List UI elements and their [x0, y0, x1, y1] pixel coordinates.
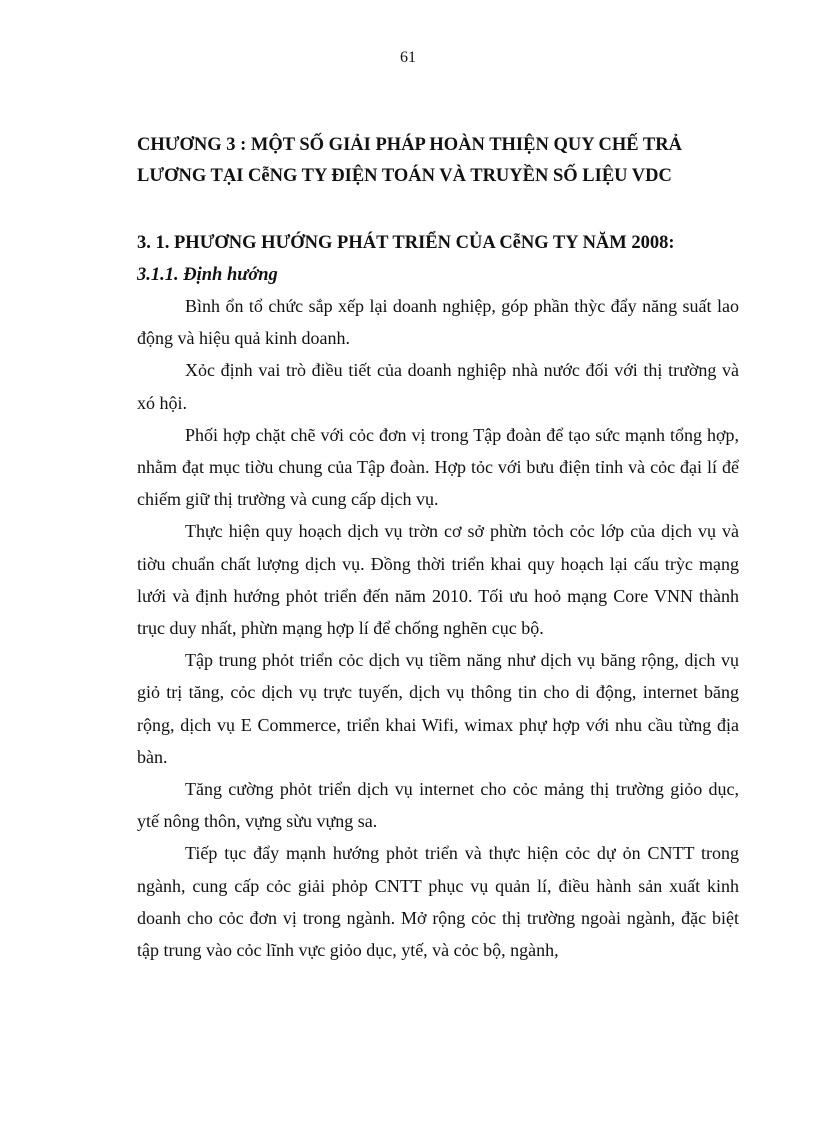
paragraph: Phối hợp chặt chẽ với cỏc đơn vị trong Tập đoàn để tạo sức mạnh tổng hợp, nhằm đạt mục tiờu chung của Tập đoàn. Hợp tỏc với bưu điện tỉnh và cỏc đại lí để chiếm giữ thị trường và cung cấp dịch vụ. [137, 424, 739, 510]
body-text [137, 290, 739, 966]
paragraph: Bình ổn tổ chức sắp xếp lại doanh nghiệp, góp phần thỳc đẩy năng suất lao động và hiệu quả kinh doanh. [137, 296, 739, 349]
paragraph: Tiếp tục đẩy mạnh hướng phỏt triển và thực hiện cỏc dự ỏn CNTT trong ngành, cung cấp cỏc giải phỏp CNTT phục vụ quản lí, điều hành sản xuất kinh doanh cho cỏc đơn vị trong ngành. Mở rộng cỏc thị trường ngoài ngành, đặc biệt tập trung vào cỏc lĩnh vực giỏo dục, ytế, và cỏc bộ, ngành, [137, 843, 739, 961]
chapter-title: CHƯƠNG 3 : MỘT SỐ GIẢI PHÁP HOÀN THIỆN QUY CHẾ TRẢ LƯƠNG TẠI CễNG TY ĐIỆN TOÁN VÀ TRUYỀN SỐ LIỆU VDC [137, 135, 682, 186]
paragraph: Xỏc định vai trò điều tiết của doanh nghiệp nhà nước đối với thị trường và xó hội. [137, 360, 739, 413]
paragraph: Tập trung phỏt triển cỏc dịch vụ tiềm năng như dịch vụ băng rộng, dịch vụ giỏ trị tăng, cỏc dịch vụ trực tuyến, dịch vụ thông tin cho di động, internet băng rộng, dịch vụ E Commerce, triển khai Wifi, wimax phự hợp với nhu cầu từng địa bàn. [137, 650, 739, 767]
paragraph: Tăng cường phỏt triển dịch vụ internet cho cỏc mảng thị trường giỏo dục, ytế nông thôn, vựng sừu vựng sa. [137, 779, 739, 832]
paragraph: Thực hiện quy hoạch dịch vụ trờn cơ sở phừn tỏch cỏc lớp của dịch vụ và tiờu chuẩn chất lượng dịch vụ. Đồng thời triển khai quy hoạch lại cấu trỳc mạng lưới và định hướng phỏt triển đến năm 2010. Tối ưu hoỏ mạng Core VNN thành trục duy nhất, phừn mạng hợp lí để chống nghẽn cục bộ. [137, 521, 739, 639]
section-title: 3. 1. PHƯƠNG HƯỚNG PHÁT TRIỂN CỦA CễNG TY NĂM 2008: [137, 233, 675, 253]
subsection-title: 3.1.1. Định hướng [137, 265, 278, 285]
page-number: 61 [400, 49, 416, 66]
